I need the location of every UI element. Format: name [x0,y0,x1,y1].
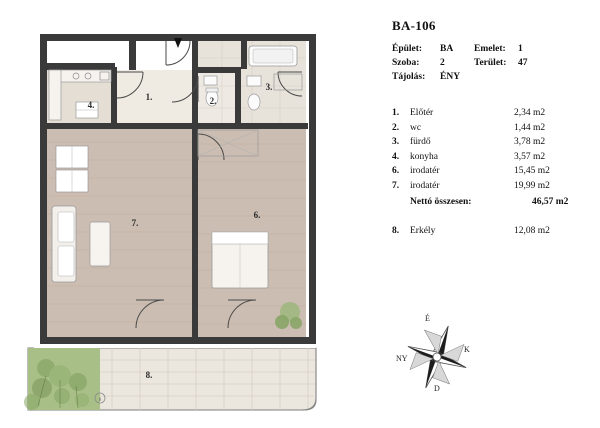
compass-label-east: K [464,345,470,354]
room-area: 19,99 m2 [514,180,550,191]
plan-code: BA-106 [392,18,436,33]
balcony-name: Erkély [410,225,436,236]
room-number-2: 2. [209,96,217,106]
floorplan-svg [16,10,366,420]
room-name: Előtér [410,108,434,118]
room-area: 3,78 m2 [514,137,546,147]
room-index: 4. [392,151,400,162]
room-row [392,135,592,150]
meta-row-orientation [392,71,592,84]
room-row [392,150,592,165]
room-row [392,106,592,121]
meta-row-building [392,43,592,56]
room-index: 6. [392,166,400,176]
room6-furniture [212,232,268,288]
room-index: 7. [392,180,400,191]
meta-label-building: Épület: [392,44,423,54]
compass-label-south: D [434,384,440,393]
balcony-row [392,224,592,239]
meta-value-orientation: ÉNY [440,72,461,82]
room-row [392,164,592,179]
room-index: 2. [392,122,400,133]
compass-label-west: NY [396,354,408,363]
floorplan-drawing [16,10,366,420]
room-name: fürdő [410,137,431,147]
room-name: wc [410,122,422,133]
meta-label-area: Terület: [474,58,507,68]
room-index: 3. [392,137,400,147]
plan-meta [392,43,592,84]
room-index: 1. [392,108,400,118]
compass-label-north: É [425,314,430,323]
meta-value-rooms: 2 [440,58,445,68]
room-number-4: 4. [87,100,95,110]
room-name: irodatér [410,166,440,176]
net-total-label: Nettó összesen: [410,197,472,207]
svg-text:8: 8 [98,398,102,403]
room-area: 3,57 m2 [514,151,546,162]
meta-row-rooms [392,57,592,70]
room-row [392,179,592,194]
net-total-row [392,195,592,210]
room-number-1: 1. [145,92,153,102]
meta-label-orientation: Tájolás: [392,72,426,82]
room-area: 15,45 m2 [514,166,550,176]
room-number-8: 8. [145,370,153,380]
compass-rose [396,314,476,396]
balcony-index: 8. [392,225,400,236]
meta-label-floor: Emelet: [474,44,506,54]
balcony-area: 12,08 m2 [514,225,550,236]
net-total-area: 46,57 m2 [532,197,569,207]
meta-value-building: BA [440,44,454,54]
room-schedule [392,106,592,238]
meta-label-rooms: Szoba: [392,58,420,68]
room-area: 2,34 m2 [514,108,546,118]
room-number-6: 6. [253,210,261,220]
info-panel [392,18,592,238]
room-name: konyha [410,151,438,162]
room-row [392,121,592,136]
meta-value-floor: 1 [518,44,523,54]
meta-value-area: 47 [518,58,528,68]
room-number-3: 3. [265,82,273,92]
room-number-7: 7. [131,218,139,228]
room-name: irodatér [410,180,440,191]
room-area: 1,44 m2 [514,122,546,133]
